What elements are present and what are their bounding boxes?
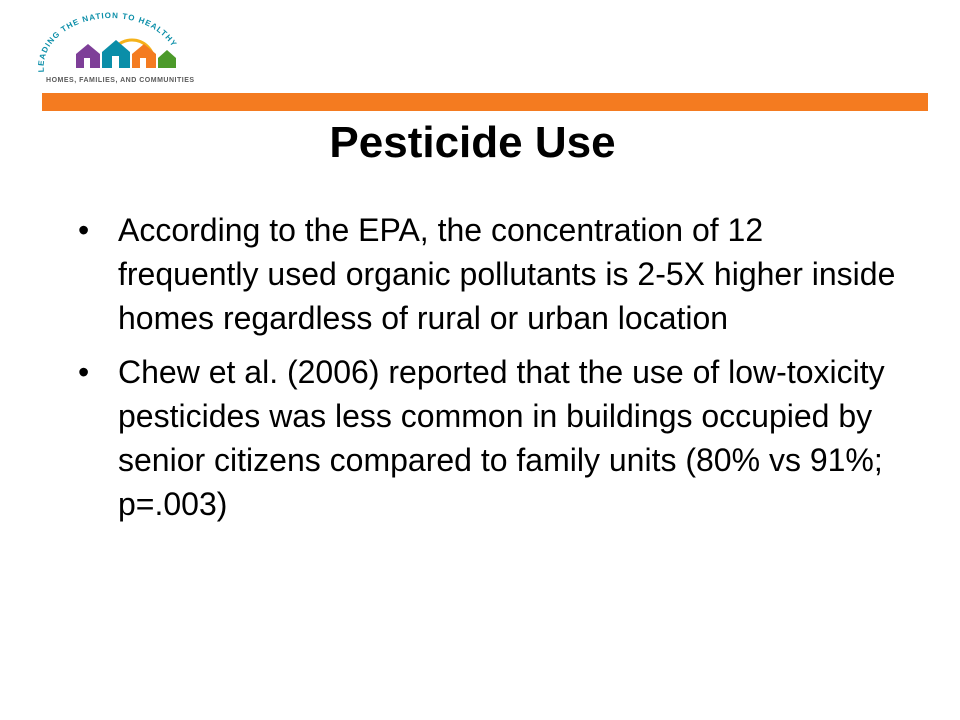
bullet-item [78, 208, 898, 340]
logo-graphic [30, 10, 210, 90]
houses-icon [76, 40, 176, 68]
header-accent-bar [42, 93, 928, 111]
logo-tagline-top: LEADING THE NATION TO HEALTHY [36, 10, 179, 73]
slide-title: Pesticide Use [329, 118, 616, 167]
logo [30, 10, 210, 90]
bullet-text: Chew et al. (2006) reported that the use of low-toxicity pesticides was less common in buildings occupied by senior citizens compared to family units (80% vs 91%; p=.003) [118, 354, 885, 522]
bullet-list [78, 208, 898, 536]
bullet-text: According to the EPA, the concentration of 12 frequently used organic pollutants is 2-5X higher inside homes regardless of rural or urban location [118, 212, 896, 336]
bullet-dot-icon: • [78, 354, 90, 390]
bullet-item [78, 350, 898, 526]
svg-text:HOMES, FAMILIES, AND COMMUNITI [46, 77, 195, 84]
bullet-dot-icon: • [78, 212, 90, 248]
logo-tagline-bottom: HOMES, FAMILIES, AND COMMUNITIES [46, 77, 195, 84]
